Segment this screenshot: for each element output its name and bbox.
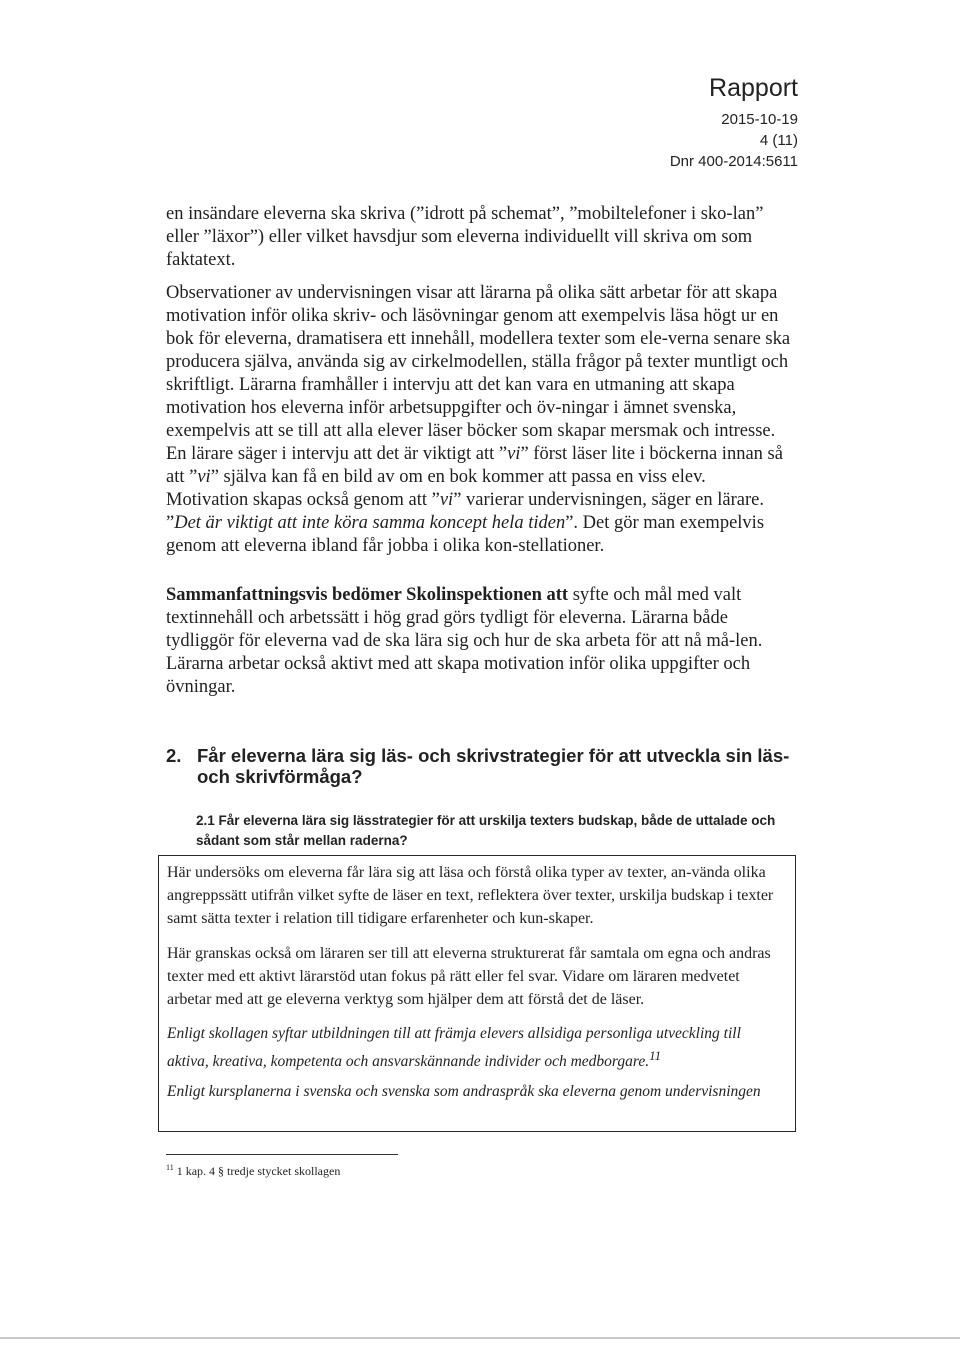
summary-text xyxy=(166,584,792,699)
summary-paragraph xyxy=(166,584,792,699)
criteria-quote-1-text: Enligt skollagen syftar utbildningen till att främja elevers allsidiga personliga utveckling till aktiva, kreativa, kompetenta och ansvarskännande individer och medborgare. xyxy=(167,1025,741,1071)
report-header xyxy=(670,73,798,172)
paragraph-2-part-b: ” först läser lite i böckerna innan så att ” xyxy=(166,444,783,487)
criteria-box xyxy=(158,855,796,1132)
section-title: Får eleverna lära sig läs- och skrivstrategier för att utveckla sin läs- och skrivförmåga? xyxy=(197,745,790,787)
subsection-heading: 2.1 Får eleverna lära sig lässtrategier för att urskilja texters budskap, både de uttalade och sådant som står mellan raderna? xyxy=(196,813,776,848)
criteria-box-content xyxy=(167,861,785,1111)
paragraph-2-vi-2: vi xyxy=(197,467,211,487)
summary-rest: syfte och mål med valt textinnehåll och arbetssätt i hög grad görs tydligt för eleverna. Lärarna både tydliggör för eleverna vad de ska lära sig och hur de ska arbeta för att nå må-len. Lärarna arbetar också aktivt med att skapa motivation inför olika uppgifter och övningar. xyxy=(166,585,763,697)
criteria-quote-1 xyxy=(167,1023,785,1073)
criteria-paragraph-2: Här granskas också om läraren ser till att eleverna strukturerat får samtala om egna och andras texter med ett aktivt lärarstöd utan fokus på rätt eller fel svar. Vidare om läraren medvetet arbetar med att ge eleverna verktyg som hjälper dem att förstå det de läser. xyxy=(167,945,771,1008)
paragraph-2-vi-3: vi xyxy=(439,490,454,510)
criteria-quote-2: Enligt kursplanerna i svenska och svenska som andraspråk ska eleverna genom undervisningen xyxy=(167,1083,761,1101)
report-date: 2015-10-19 xyxy=(721,111,798,128)
report-title: Rapport xyxy=(709,74,798,102)
summary-lead: Sammanfattningsvis bedömer Skolinspektionen att xyxy=(166,585,569,605)
footnote xyxy=(166,1160,340,1179)
paragraph-2-part-e: ”. Det gör man exempelvis genom att eleverna ibland får jobba i olika kon-stellationer. xyxy=(166,513,765,556)
footnote-number: 11 xyxy=(166,1163,174,1172)
paragraph-2-quote: Det är viktigt att inte köra samma koncept hela tiden xyxy=(174,513,566,533)
section-number: 2. xyxy=(166,745,182,766)
paragraph-2-part-d: ” varierar undervisningen, säger en lärare. ” xyxy=(166,490,764,533)
page-number: 4 (11) xyxy=(759,132,798,149)
footnote-reference: 11 xyxy=(649,1048,662,1063)
diary-number: Dnr 400-2014:5611 xyxy=(669,153,798,170)
criteria-paragraph-1: Här undersöks om eleverna får lära sig att läsa och förstå olika typer av texter, an-vända olika angreppssätt utifrån vilket syfte de läser en text, reflektera över texter, urskilja budskap i texter samt sätta texter i relation till tidigare erfarenheter och kun-skaper. xyxy=(167,864,774,927)
footnote-text: 1 kap. 4 § tredje stycket skollagen xyxy=(173,1164,341,1178)
paragraph-1 xyxy=(166,203,792,272)
scan-edge-line xyxy=(0,1337,960,1339)
footnote-divider xyxy=(166,1154,398,1155)
paragraph-2 xyxy=(166,282,792,558)
paragraph-1-text: en insändare eleverna ska skriva (”idrott på schemat”, ”mobiltelefoner i sko-lan” eller ”läxor”) eller vilket havsdjur som eleverna individuellt vill skriva om som faktatext. xyxy=(166,204,764,270)
paragraph-2-part-a: Observationer av undervisningen visar att lärarna på olika sätt arbetar för att skapa motivation inför olika skriv- och läsövningar genom att exempelvis läsa högt ur en bok för eleverna, dramatisera ett innehåll, modellera texter som ele-verna senare ska producera själva, använda sig av cirkelmodellen, ställa frågor på texter muntligt och skriftligt. Lärarna framhåller i intervju att det kan vara en utmaning att skapa motivation hos eleverna inför arbetsuppgifter och öv-ningar i ämnet svenska, exempelvis att se till att alla elever läser böcker som skapar mersmak och intresse. En lärare säger i intervju att det är viktigt att ” xyxy=(166,283,791,464)
paragraph-2-part-c: ” själva kan få en bild av om en bok kommer att passa en viss elev. Motivation skapas också genom att ” xyxy=(166,467,706,510)
paragraph-2-vi-1: vi xyxy=(507,444,521,464)
paragraph-2-text xyxy=(166,282,792,558)
